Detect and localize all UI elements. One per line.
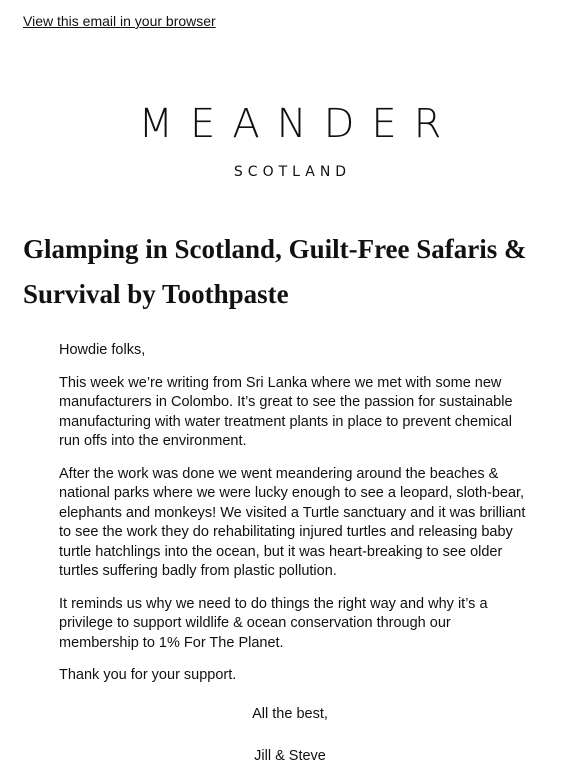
body-paragraph: After the work was done we went meandering around the beaches & national parks where we were lucky enough to see a leopard, sloth-bear, elephants and monkeys! We visited a Turtle sanctuary and it was brilliant to see the work they do rehabilitating injured turtles and releasing baby turtle hatchlings into the ocean, but it was heart-breaking to see older turtles suffering badly from plastic pollution. — [59, 465, 526, 579]
greeting: Howdie folks, — [59, 342, 146, 358]
view-in-browser-link[interactable]: View this email in your browser — [23, 13, 216, 29]
email-body — [59, 341, 529, 699]
signoff-closing: All the best, — [252, 706, 328, 722]
email-headline: Glamping in Scotland, Guilt-Free Safaris & Survival by Toothpaste — [23, 234, 527, 309]
brand-logo-wordmark[interactable]: MEANDER — [138, 101, 459, 147]
signoff-names: Jill & Steve — [254, 748, 326, 764]
brand-logo-region: SCOTLAND — [233, 164, 352, 180]
body-paragraph: It reminds us why we need to do things the right way and why it’s a privilege to support wildlife & ocean conservation through our membership to 1% For The Planet. — [59, 595, 488, 651]
thanks-line: Thank you for your support. — [59, 667, 237, 683]
body-paragraph: This week we’re writing from Sri Lanka where we met with some new manufacturers in Colombo. It’s great to see the passion for sustainable manufacturing with water treatment plants in place to prevent chemical run offs into the environment. — [59, 374, 513, 449]
